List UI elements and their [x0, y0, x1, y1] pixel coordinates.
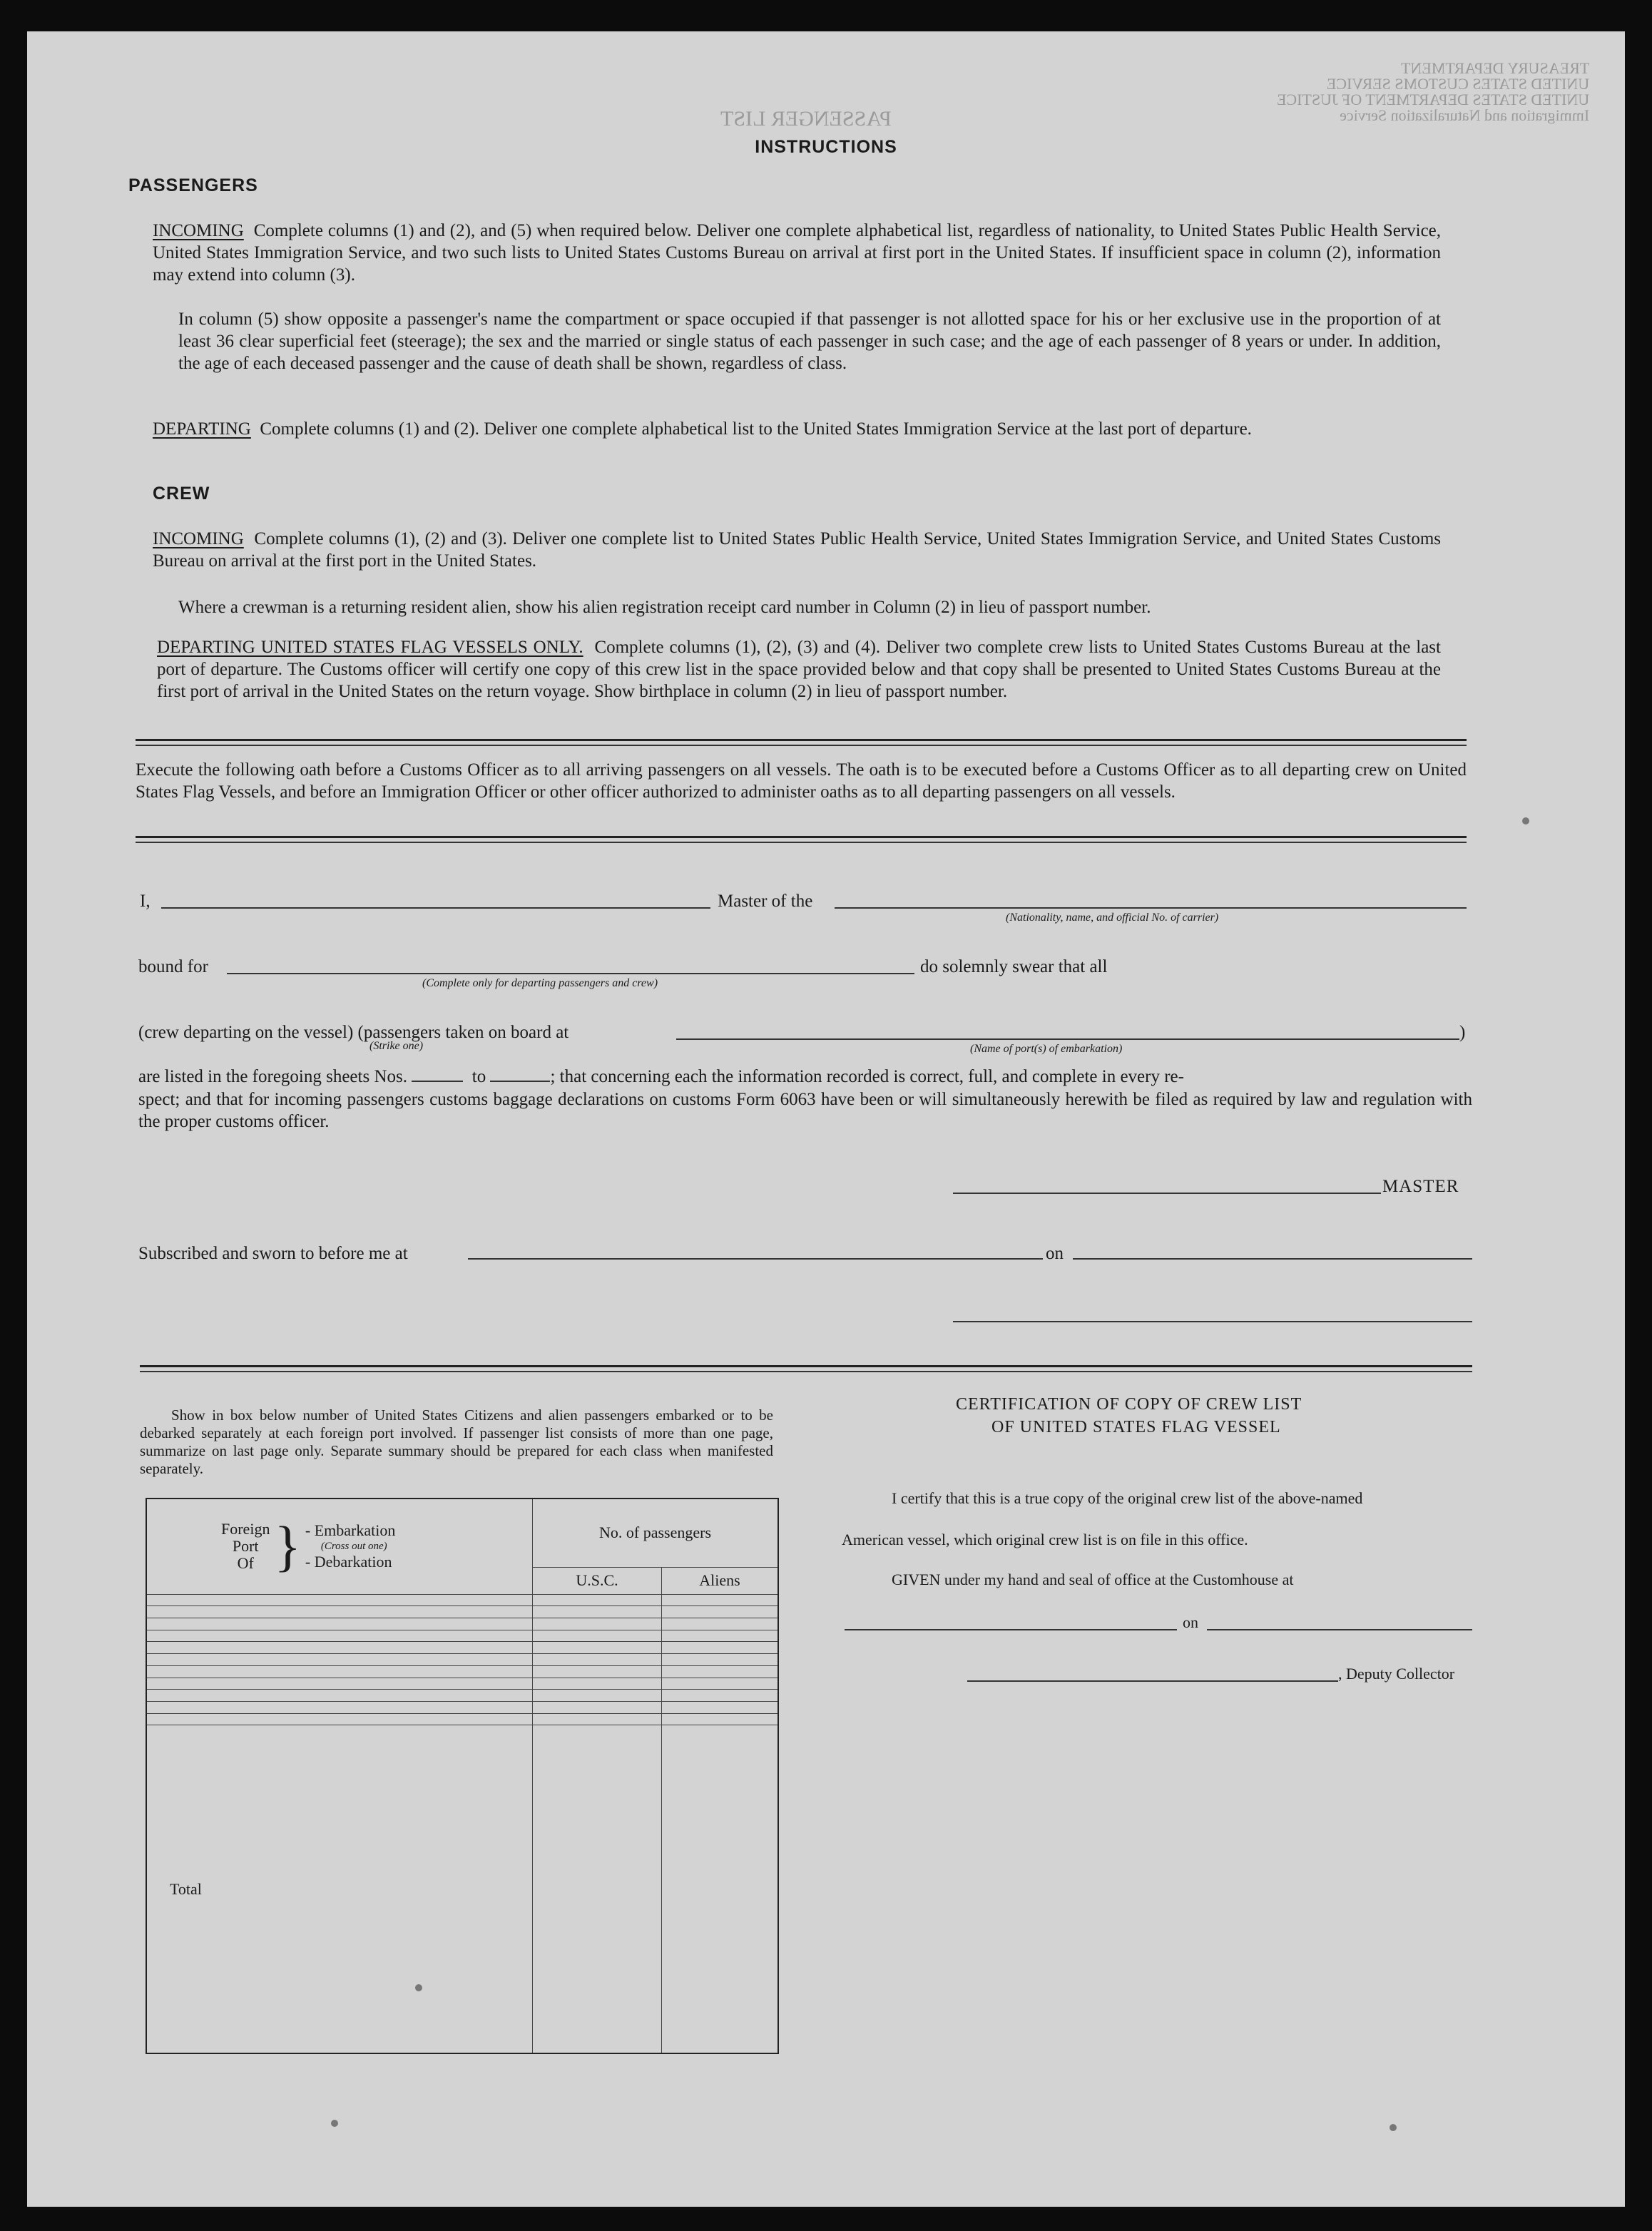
- passengers-incoming-label: INCOMING: [153, 221, 244, 240]
- usc-cell[interactable]: [533, 1690, 662, 1702]
- speck: [415, 1984, 422, 1991]
- speck: [331, 2120, 338, 2127]
- port-cell[interactable]: [146, 1606, 533, 1618]
- subscribed-place-field[interactable]: [468, 1258, 1043, 1260]
- master-signature-field[interactable]: [953, 1193, 1381, 1194]
- passengers-departing-label: DEPARTING: [153, 419, 251, 439]
- aliens-cell[interactable]: [662, 1713, 779, 1725]
- crew-departing-label: DEPARTING UNITED STATES FLAG VESSELS ONLY.: [157, 638, 583, 657]
- listed-pre: are listed in the foregoing sheets Nos.: [138, 1067, 407, 1086]
- port-cell[interactable]: [146, 1665, 533, 1678]
- foreign-port-label: [221, 1521, 270, 1572]
- passengers-column5-text: In column (5) show opposite a passenger's name the compartment or space occupied if that passenger is not allotted space for his or her exclusive use in the proportion of at least 36 clear superficial feet (steerage); the sex and the married or single status of each passenger in such case; and the age of each passenger of 8 years or under. In addition, the age of each deceased passenger and the cause of death shall be shown, regardless of class.: [178, 310, 1441, 373]
- no-passengers-header: No. of passengers: [533, 1499, 779, 1567]
- usc-cell[interactable]: [533, 1701, 662, 1713]
- officer-signature-field[interactable]: [953, 1321, 1472, 1322]
- usc-cell[interactable]: [533, 1642, 662, 1654]
- usc-cell[interactable]: [533, 1630, 662, 1642]
- divider: [140, 1365, 1472, 1367]
- total-row: [146, 1725, 778, 2053]
- table-row: [146, 1642, 778, 1654]
- port-cell[interactable]: [146, 1642, 533, 1654]
- aliens-header: Aliens: [662, 1567, 779, 1594]
- oath-i-label: I,: [140, 892, 151, 911]
- foreign-port-word: Port: [232, 1537, 259, 1556]
- bound-for-label: bound for: [138, 957, 208, 976]
- passengers-departing-paragraph: [153, 418, 1441, 440]
- carrier-hint: (Nationality, name, and official No. of carrier): [1006, 912, 1219, 924]
- port-cell[interactable]: [146, 1618, 533, 1630]
- given-line: GIVEN under my hand and seal of office at the Customhouse at: [892, 1571, 1294, 1588]
- aliens-cell[interactable]: [662, 1654, 779, 1666]
- usc-cell[interactable]: [533, 1678, 662, 1690]
- aliens-cell[interactable]: [662, 1690, 779, 1702]
- crew-incoming-paragraph: [153, 528, 1441, 572]
- table-row: [146, 1678, 778, 1690]
- table-row: [146, 1606, 778, 1618]
- master-name-field[interactable]: [161, 907, 710, 909]
- divider: [140, 1371, 1472, 1372]
- aliens-cell[interactable]: [662, 1701, 779, 1713]
- passenger-summary-table: [146, 1498, 779, 2054]
- master-signature-label: MASTER: [1382, 1177, 1459, 1196]
- port-cell[interactable]: [146, 1594, 533, 1606]
- aliens-cell[interactable]: [662, 1606, 779, 1618]
- ports-field[interactable]: [676, 1038, 1459, 1040]
- aliens-cell[interactable]: [662, 1594, 779, 1606]
- aliens-total-cell[interactable]: [662, 1725, 779, 2053]
- usc-cell[interactable]: [533, 1606, 662, 1618]
- listed-post: ; that concerning each the information recorded is correct, full, and complete in every re-: [550, 1067, 1184, 1086]
- ports-hint: (Name of port(s) of embarkation): [970, 1043, 1123, 1055]
- deputy-collector-label: , Deputy Collector: [1338, 1665, 1455, 1683]
- divider: [136, 739, 1467, 741]
- aliens-cell[interactable]: [662, 1642, 779, 1654]
- usc-total-cell[interactable]: [533, 1725, 662, 2053]
- divider: [136, 745, 1467, 746]
- table-row: [146, 1665, 778, 1678]
- listed-line: [138, 1066, 1184, 1088]
- port-header: [146, 1499, 533, 1594]
- speck: [1522, 817, 1529, 824]
- usc-cell[interactable]: [533, 1713, 662, 1725]
- port-cell[interactable]: [146, 1654, 533, 1666]
- debarkation-option[interactable]: - Debarkation: [305, 1553, 392, 1571]
- summary-intro: Show in box below number of United States Citizens and alien passengers embarked or to be debarked separately at each foreign port involved. If passenger list consists of more than one page, summarize on last page only. Separate summary should be prepared for each class when manifested separately.: [140, 1406, 773, 1477]
- table-row: [146, 1690, 778, 1702]
- certify-line1: I certify that this is a true copy of the original crew list of the above-named: [892, 1489, 1363, 1507]
- divider: [136, 836, 1467, 838]
- bound-for-field[interactable]: [227, 973, 914, 974]
- bleed-through-header: TREASURY DEPARTMENT UNITED STATES CUSTOMS SERVICE UNITED STATES DEPARTMENT OF JUSTICE Immigration and Naturalization Service: [1277, 59, 1590, 124]
- subscribed-date-field[interactable]: [1073, 1258, 1472, 1260]
- certify-line2: American vessel, which original crew list is on file in this office.: [842, 1531, 1248, 1548]
- passengers-departing-text: Complete columns (1) and (2). Deliver one complete alphabetical list to the United States Immigration Service at the last port of departure.: [260, 419, 1252, 439]
- deputy-signature-field[interactable]: [967, 1680, 1338, 1682]
- statement-text: spect; and that for incoming passengers customs baggage declarations on customs Form 6063 have been or will simultaneously herewith be filed as required by law and regulation with the proper customs officer.: [138, 1090, 1472, 1131]
- certification-title-line1: CERTIFICATION OF COPY OF CREW LIST: [956, 1395, 1302, 1414]
- port-cell[interactable]: [146, 1713, 533, 1725]
- certification-title-line2: OF UNITED STATES FLAG VESSEL: [991, 1418, 1281, 1436]
- usc-header: U.S.C.: [533, 1567, 662, 1594]
- crew-departing-text: (crew departing on the vessel) (passengers taken on board at: [138, 1023, 569, 1042]
- aliens-cell[interactable]: [662, 1630, 779, 1642]
- embarkation-option[interactable]: - Embarkation: [305, 1521, 396, 1540]
- sheet-from-field[interactable]: [412, 1081, 463, 1082]
- usc-cell[interactable]: [533, 1654, 662, 1666]
- master-of-the-label: Master of the: [718, 892, 813, 911]
- table-row: [146, 1701, 778, 1713]
- passengers-incoming-paragraph: [153, 220, 1441, 286]
- divider: [136, 842, 1467, 843]
- passengers-incoming-text: Complete columns (1) and (2), and (5) when required below. Deliver one complete alphabetical list, regardless of nationality, to United States Public Health Service, United States Immigration Service, and two such lists to United States Customs Bureau on arrival at first port in the United States. If insufficient space in column (2), information may extend into column (3).: [153, 221, 1442, 285]
- table-row: [146, 1630, 778, 1642]
- table-row: [146, 1594, 778, 1606]
- subscribed-on-label: on: [1046, 1244, 1064, 1263]
- brace-icon: }: [274, 1515, 301, 1578]
- table-row: [146, 1713, 778, 1725]
- total-label: Total: [146, 1725, 533, 2053]
- crew-incoming-text: Complete columns (1), (2) and (3). Deliver one complete list to United States Public Health Service, United States Immigration Service, and United States Customs Bureau on arrival at the first port in the United States.: [153, 529, 1442, 571]
- speck: [1390, 2124, 1397, 2131]
- crew-resident-text: Where a crewman is a returning resident alien, show his alien registration receipt card number in Column (2) in lieu of passport number.: [178, 598, 1151, 617]
- table-row: [146, 1618, 778, 1630]
- crew-heading: CREW: [153, 484, 210, 504]
- listed-to: to: [471, 1067, 486, 1086]
- cert-date-field[interactable]: [1207, 1629, 1472, 1630]
- foreign-port-word: Of: [237, 1554, 254, 1573]
- oath-instructions: Execute the following oath before a Customs Officer as to all arriving passengers on all vessels. The oath is to be executed before a Customs Officer as to all departing crew on United States Flag Vessels, and before an Immigration Officer or other officer authorized to administer oaths as to all departing passengers on all vessels.: [136, 760, 1467, 802]
- bound-for-hint: (Complete only for departing passengers and crew): [422, 977, 658, 989]
- aliens-cell[interactable]: [662, 1665, 779, 1678]
- sheet-to-field[interactable]: [490, 1081, 550, 1082]
- crew-departing-paragraph: [157, 636, 1441, 703]
- carrier-field[interactable]: [835, 907, 1467, 909]
- port-cell[interactable]: [146, 1678, 533, 1690]
- crew-departing-text: Complete columns (1), (2), (3) and (4). Deliver two complete crew lists to United States Customs Bureau at the last port of departure. The Customs officer will certify one copy of this crew list in the space provided below and that copy shall be presented to United States Customs Bureau at the first port of arrival in the United States on the return voyage. Show birthplace in column (2) in lieu of passport number.: [157, 638, 1441, 701]
- table-header-row: [146, 1499, 778, 1567]
- port-cell[interactable]: [146, 1690, 533, 1702]
- strike-hint: (Strike one): [369, 1040, 424, 1052]
- port-cell[interactable]: [146, 1701, 533, 1713]
- aliens-cell[interactable]: [662, 1678, 779, 1690]
- bleed-through-title: PASSENGER LIST: [720, 107, 892, 131]
- subscribed-label: Subscribed and sworn to before me at: [138, 1244, 408, 1263]
- usc-cell[interactable]: [533, 1618, 662, 1630]
- table-row: [146, 1654, 778, 1666]
- customhouse-field[interactable]: [845, 1629, 1177, 1630]
- cert-on-label: on: [1183, 1613, 1198, 1631]
- foreign-port-word: Foreign: [221, 1520, 270, 1538]
- crew-incoming-label: INCOMING: [153, 529, 244, 548]
- passengers-heading: PASSENGERS: [128, 175, 258, 195]
- page-title: INSTRUCTIONS: [755, 137, 897, 157]
- port-cell[interactable]: [146, 1630, 533, 1642]
- usc-cell[interactable]: [533, 1594, 662, 1606]
- aliens-cell[interactable]: [662, 1618, 779, 1630]
- cross-out-hint: (Cross out one): [320, 1541, 387, 1553]
- close-paren: ): [1459, 1023, 1466, 1042]
- swear-text: do solemnly swear that all: [920, 957, 1108, 976]
- usc-cell[interactable]: [533, 1665, 662, 1678]
